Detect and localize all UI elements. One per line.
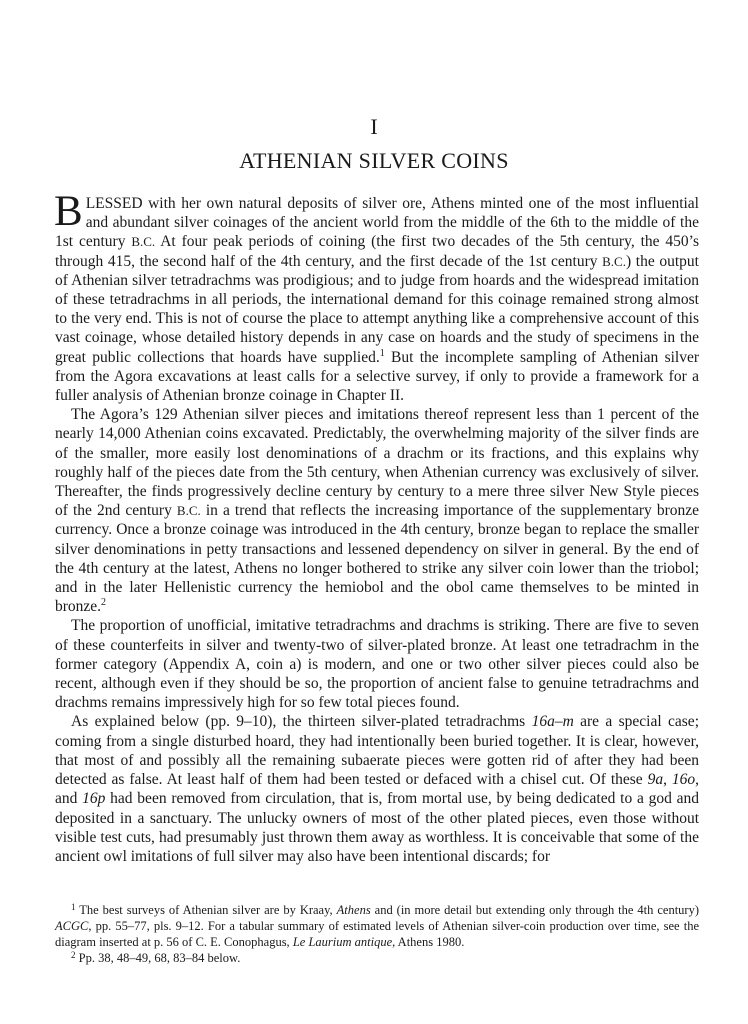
chapter-title: ATHENIAN SILVER COINS xyxy=(239,148,509,173)
text-run: At four peak periods of coining (the first two decades of the 5th century, the 450’s through 415, the second half of the 4th century, and the first decade of the 1st century xyxy=(55,233,699,270)
coin-ref: 9a xyxy=(647,771,664,789)
coin-ref: 16o xyxy=(671,771,696,789)
footnote-mark: 1 xyxy=(71,902,76,912)
text-run: had been removed from circulation, that is, from mortal use, by being dedicated to a god and deposited in a sanctuary. The unlucky owners of most of the other plated pieces, even those without visible test cuts, had presumably just thrown them away as worthless. It is conceivable that some of the ancient owl imitations of full silver may also have been intentional discards; for xyxy=(55,790,699,865)
text-run: The best surveys of Athenian silver are by Kraay, xyxy=(75,903,337,917)
text-run: , pp. 55–77, pls. 9–12. For a tabular summary of estimated levels of Athenian silver-coin production over time, see the diagram inserted at p. 56 of C. E. Conophagus, xyxy=(55,919,699,949)
footnote-ref-1[interactable]: 1 xyxy=(379,347,385,359)
era-abbrev: B.C. xyxy=(131,234,156,250)
text-run: , xyxy=(663,771,672,789)
text-run: But the incomplete sampling of Athenian silver from the Agora excavations at least calls for a selective survey, if only to provide a framework for a fuller analysis of Athenian bronze coinage in Chapter II. xyxy=(55,348,700,405)
text-run: and (in more detail but extending only through the 4th century) xyxy=(370,903,699,917)
paragraph-2 xyxy=(55,405,699,616)
coin-ref: 16p xyxy=(82,790,106,808)
paragraph-3: The proportion of unofficial, imitative tetradrachms and drachms is striking. There are five to seven of these counterfeits in silver and twenty-two of silver-plated bronze. At least one tetradrachm in the former category (Appendix A, coin a) is modern, and one or two other silver pieces could also be recent, although even if they should be so, the proportion of ancient false to genuine tetradrachms and drachms remains impressively high for so few total pieces found. xyxy=(55,617,699,712)
text-run: are a special case; coming from a single disturbed hoard, they had intentionally been buried together. It is clear, however, that most of and possibly all the remaining subaerate pieces were gotten rid of after they had been detected as false. At least half of them had been tested or defaced with a chisel cut. Of these xyxy=(55,713,699,789)
text-run: , and xyxy=(55,771,700,808)
drop-cap: B xyxy=(54,188,83,235)
body-text xyxy=(54,188,700,866)
text-run: The Agora’s 129 Athenian silver pieces and imitations thereof represent less than 1 percent of the nearly 14,000 Athenian coins excavated. Predictably, the overwhelming majority of the silver finds are of the smaller, more easily lost denominations of a drachm or its fractions, and this explains why roughly half of the pieces date from the 5th century, when Athenian currency was exclusively of silver. Thereafter, the finds progressively decline century by century to a mere three silver New Style pieces of the 2nd century xyxy=(55,406,699,520)
text-run: ) the output of Athenian silver tetradrachms was prodigious; and to judge from hoards and the widespread imitation of these tetradrachms in all periods, the international demand for this coinage remained strong almost to the very end. This is not of course the place to attempt anything like a comprehensive account of this vast coinage, whose detailed history depends in any case on hoards and the study of specimens in the great public collections that hoards have supplied. xyxy=(55,252,699,366)
text-run: LESSED with her own natural deposits of silver ore, Athens minted one of the most influential and abundant silver coinages of the ancient world from the middle of the 6th to the middle of the 1st century xyxy=(55,195,699,251)
text-run: Pp. 38, 48–49, 68, 83–84 below. xyxy=(75,951,241,965)
coin-ref: 16a–m xyxy=(531,713,574,731)
footnote-2 xyxy=(55,950,699,966)
text-run: in a trend that reflects the increasing importance of the supplementary bronze currency. Once a bronze coinage was introduced in the 4th century, bronze began to replace the smaller silver denominations in petty transactions and lessened dependency on silver in general. By the end of the 4th century at the latest, Athens no longer bothered to strike any silver coin lower than the triobol; and in the later Hellenistic currency the hemiobol and the obol came themselves to be minted in bronze. xyxy=(55,502,699,616)
paragraph-1 xyxy=(54,188,700,405)
citation-title: ACGC xyxy=(55,919,89,933)
footnote-mark: 2 xyxy=(71,950,76,960)
text-run: , Athens 1980. xyxy=(392,935,465,949)
citation-title: Le Laurium antique xyxy=(292,935,393,949)
citation-title: Athens xyxy=(336,903,371,917)
footnote-1 xyxy=(55,902,699,950)
era-abbrev: B.C. xyxy=(176,503,201,519)
era-abbrev: B.C. xyxy=(602,253,626,269)
chapter-number: I xyxy=(370,114,378,139)
text-run: As explained below (pp. 9–10), the thirteen silver-plated tetradrachms xyxy=(71,713,532,731)
paragraph-4 xyxy=(55,712,699,866)
footnotes xyxy=(55,902,699,966)
footnote-ref-2[interactable]: 2 xyxy=(101,597,107,609)
